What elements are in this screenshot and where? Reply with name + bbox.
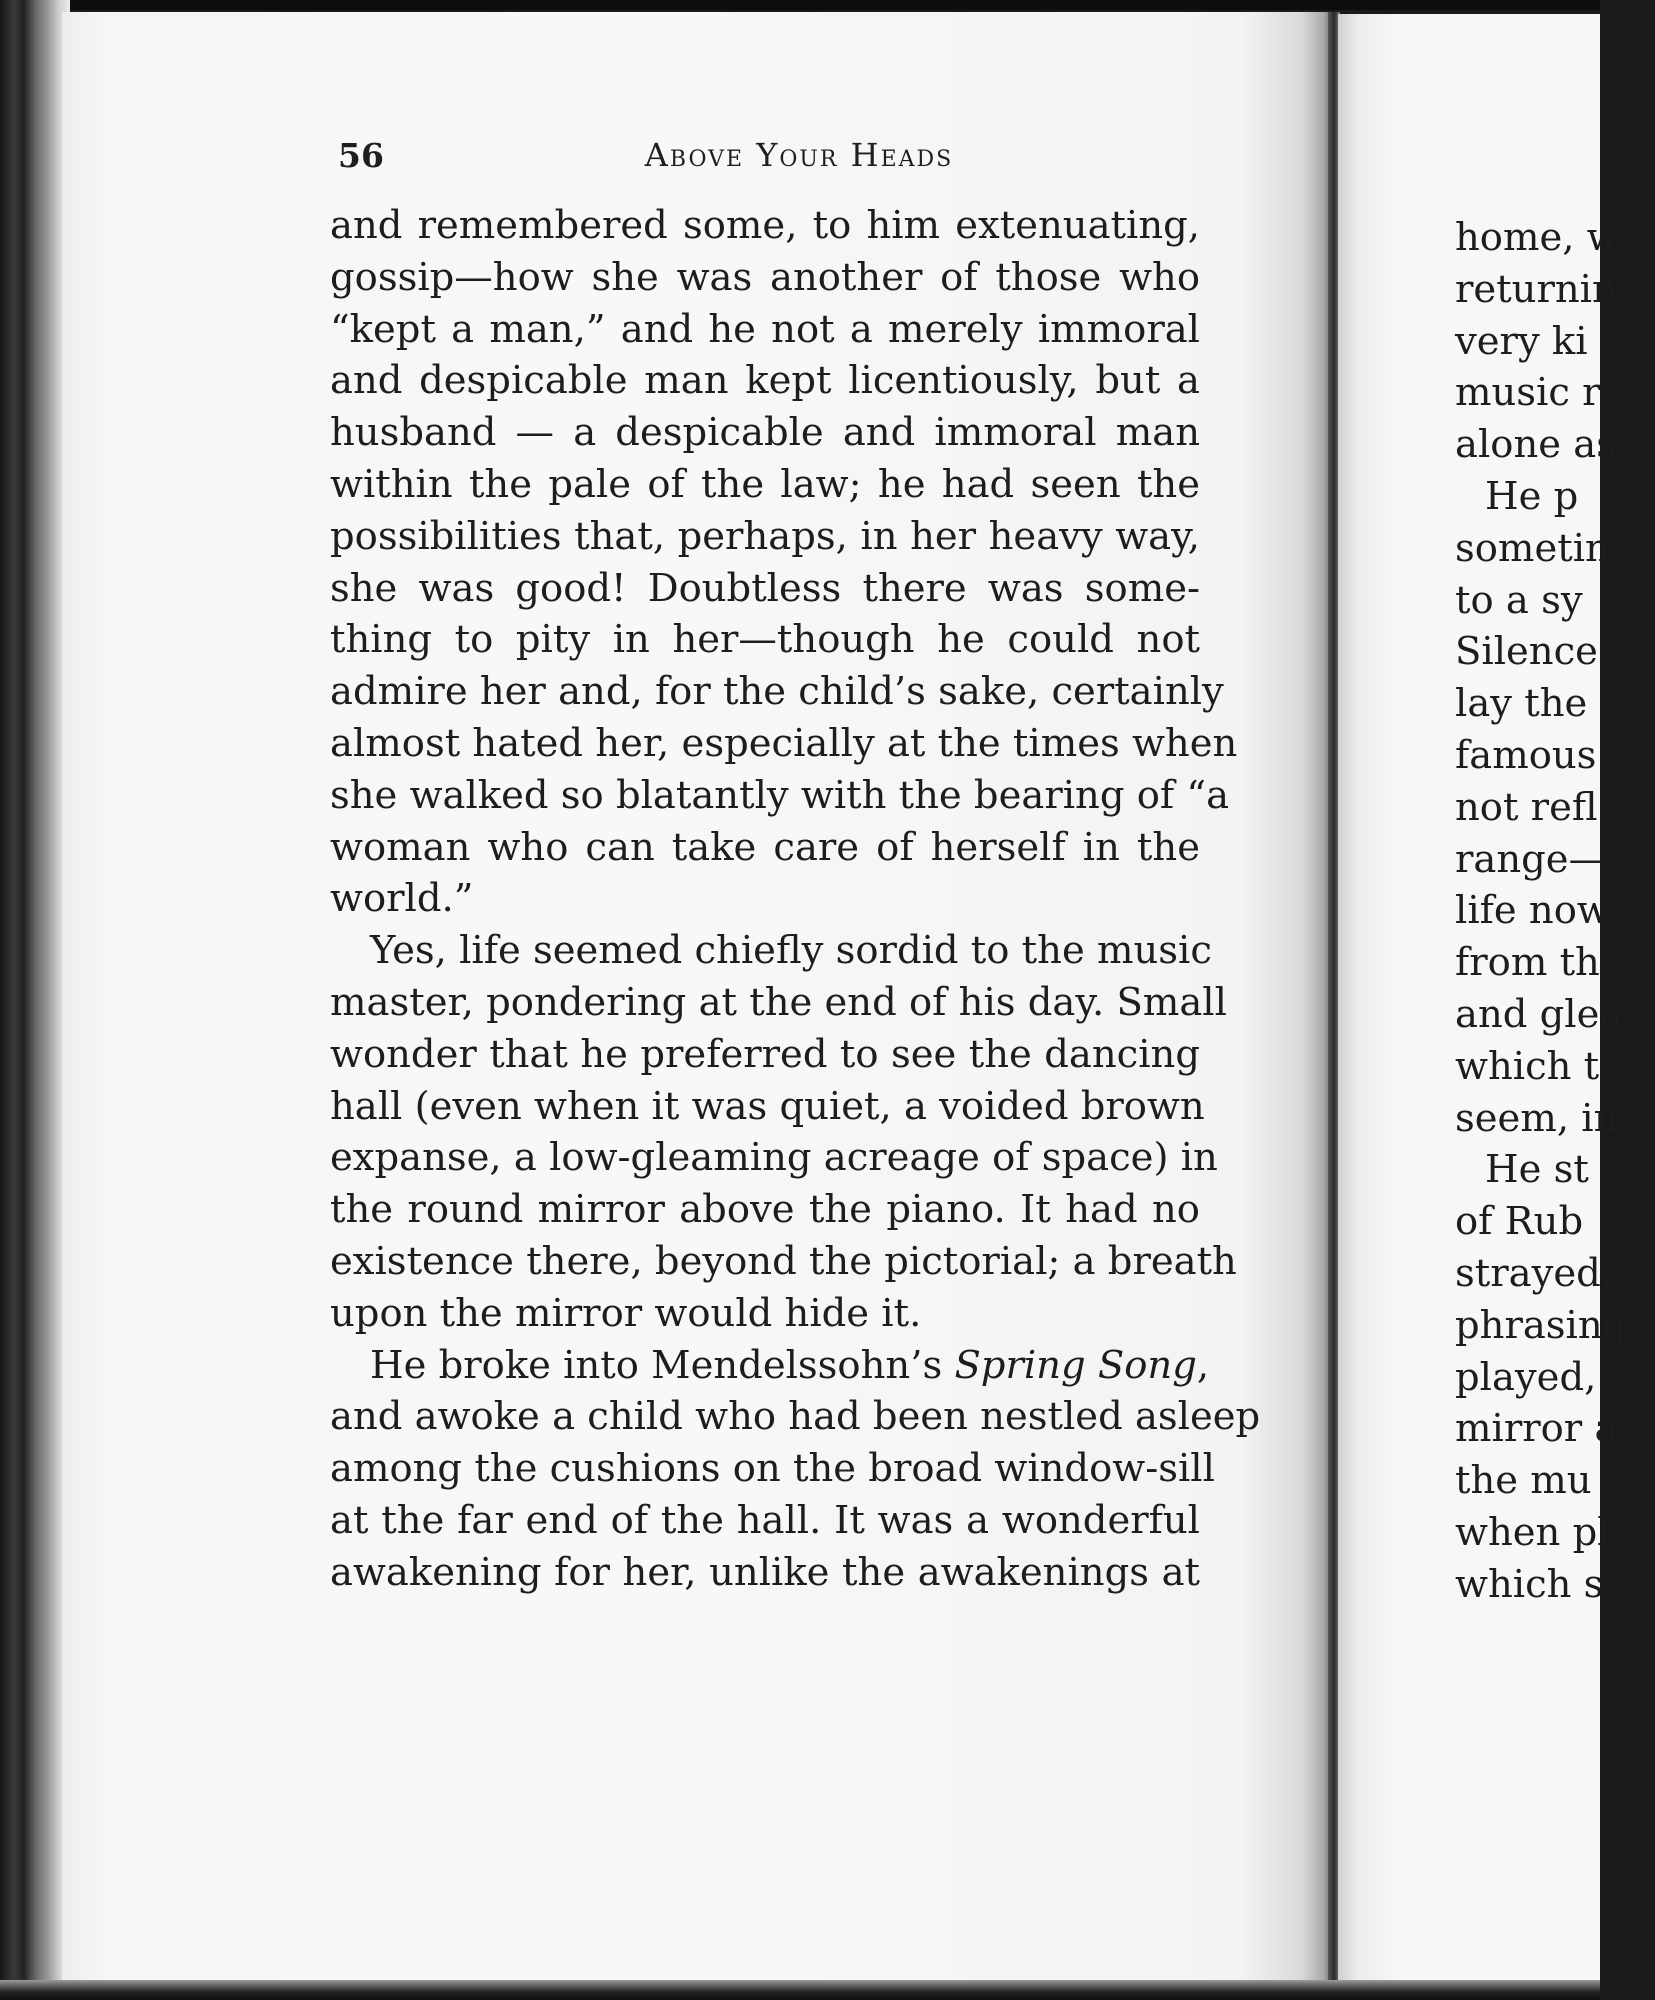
text-line: sometin — [1455, 525, 1610, 571]
text-line: to a sy — [1455, 577, 1583, 623]
text-line: she was good! Doubtless there was some- — [330, 565, 1200, 611]
book-title: Above Your Heads — [644, 136, 954, 174]
text-line: famous — [1455, 732, 1597, 778]
text-line: upon the mirror would hide it. — [330, 1290, 922, 1336]
text-line: which s — [1455, 1561, 1604, 1607]
text-line: Yes, life seemed chiefly sordid to the music — [370, 928, 1212, 974]
text-line: He p — [1485, 473, 1579, 519]
text-line: world.” — [330, 876, 474, 922]
text-line: admire her and, for the child’s sake, certainly — [330, 669, 1224, 715]
text-line: of Rub — [1455, 1199, 1584, 1245]
text-line: woman who can take care of herself in the — [330, 824, 1200, 870]
text-line: strayed, — [1455, 1250, 1614, 1296]
text-line: life now — [1455, 888, 1610, 934]
text-line: almost hated her, especially at the times when — [330, 720, 1238, 766]
text-line: the mu — [1455, 1458, 1592, 1504]
text-line: music r — [1455, 370, 1601, 416]
text-line: awakening for her, unlike the awakenings at — [330, 1549, 1200, 1595]
text-line: within the pale of the law; he had seen the — [330, 461, 1200, 507]
text-line: she walked so blatantly with the bearing of “a — [330, 772, 1230, 818]
left-page-text — [330, 200, 1261, 1599]
text-line: when pl — [1455, 1509, 1610, 1555]
book-bottom-edge — [0, 1980, 1600, 2000]
text-line: which t — [1455, 1043, 1600, 1089]
text-line: the round mirror above the piano. It had no — [330, 1187, 1200, 1233]
text-line: thing to pity in her—though he could not — [330, 617, 1200, 663]
text-line: home, w — [1455, 215, 1620, 260]
text-line: master, pondering at the end of his day. Small — [330, 979, 1227, 1025]
text-line: hall (even when it was quiet, a voided brown — [330, 1083, 1205, 1129]
text-line: not refl — [1455, 784, 1598, 830]
text-line: phrasing — [1455, 1302, 1628, 1348]
text-line: seem, in — [1455, 1095, 1619, 1141]
text-line: returnin — [1455, 266, 1617, 312]
text-line: Silence. — [1455, 629, 1611, 675]
page-number: 56 — [338, 136, 384, 175]
text-line: existence there, beyond the pictorial; a breath — [330, 1238, 1237, 1284]
text-line: alone as — [1455, 422, 1616, 468]
text-line: mirror a — [1455, 1406, 1618, 1452]
text-line: from th — [1455, 940, 1600, 986]
text-line: expanse, a low-gleaming acreage of space) in — [330, 1135, 1218, 1181]
text-line: played, — [1455, 1354, 1597, 1400]
text-line: He st — [1485, 1147, 1589, 1193]
text-line: gossip—how she was another of those who — [330, 254, 1200, 300]
text-line: “kept a man,” and he not a merely immoral — [330, 306, 1200, 352]
text-line: lay the — [1455, 681, 1588, 727]
text-line: among the cushions on the broad window-sill — [330, 1446, 1215, 1492]
book-left-edge — [0, 0, 70, 2000]
text-line: and glea — [1455, 991, 1623, 1037]
text-line: and awoke a child who had been nestled asleep — [330, 1394, 1261, 1440]
text-line: and remembered some, to him extenuating, — [330, 203, 1200, 248]
text-line: and despicable man kept licentiously, but a — [330, 358, 1200, 404]
text-line: range— — [1455, 836, 1608, 882]
text-line: possibilities that, perhaps, in her heavy way, — [330, 513, 1200, 559]
right-page-text — [1455, 212, 1655, 1611]
text-line: husband — a despicable and immoral man — [330, 410, 1200, 456]
running-head — [338, 136, 1200, 186]
text-line: at the far end of the hall. It was a wonderful — [330, 1497, 1200, 1543]
text-line: wonder that he preferred to see the dancing — [330, 1031, 1200, 1077]
text-line: very ki — [1455, 318, 1588, 364]
text-line: He broke into Mendelssohn’s Spring Song, — [370, 1342, 1210, 1388]
